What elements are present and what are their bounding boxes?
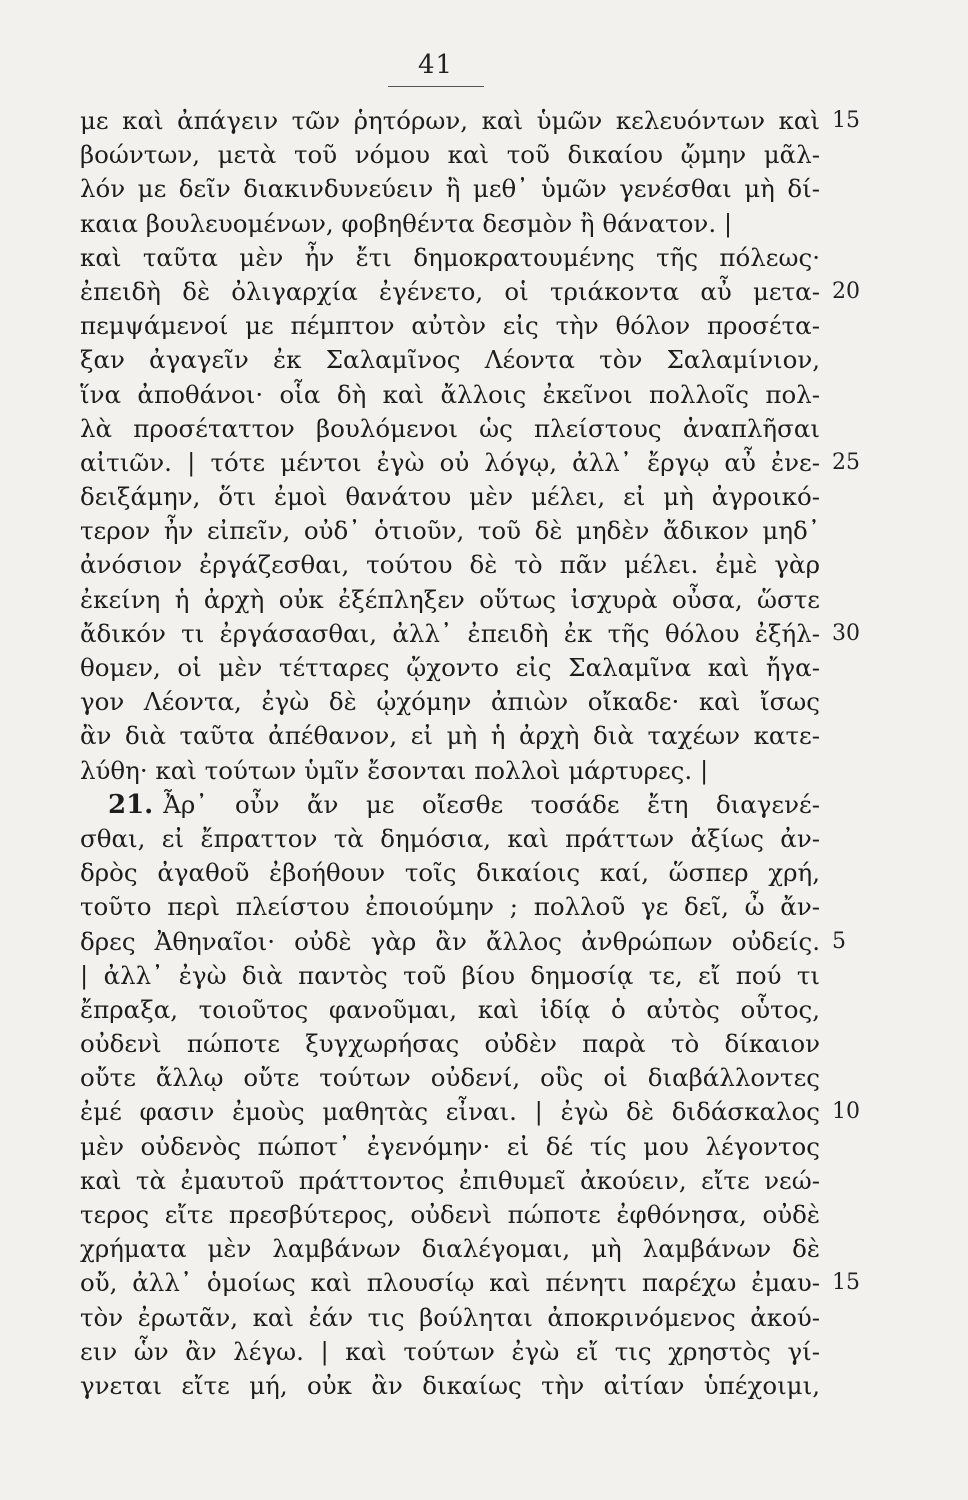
text-line <box>80 104 860 138</box>
line-text: ἂν διὰ ταῦτα ἀπέθανον, εἰ μὴ ἡ ἀρχὴ διὰ ταχέων κατε- <box>80 721 820 751</box>
line-text: βοώντων, μετὰ τοῦ νόμου καὶ τοῦ δικαίου ᾤμην μᾶλ- <box>80 140 820 170</box>
line-text: λύθη· καὶ τούτων ὑμῖν ἔσονται πολλοὶ μάρτυρες. | <box>80 755 709 785</box>
line-text: ἀνόσιον ἐργάζεσθαι, τούτου δὲ τὸ πᾶν μέλει. ἐμὲ γὰρ <box>80 550 820 580</box>
text-line <box>80 1266 860 1300</box>
line-text: γον Λέοντα, ἐγὼ δὲ ᾠχόμην ἀπιὼν οἴκαδε· καὶ ἴσως <box>80 687 820 717</box>
text-line <box>80 207 820 241</box>
text-line <box>80 309 820 343</box>
text-line <box>80 1232 820 1266</box>
text-line <box>80 548 820 582</box>
line-text: οὐδενὶ πώποτε ξυγχωρήσας οὐδὲν παρὰ τὸ δίκαιον <box>80 1029 820 1059</box>
line-text: τοῦτο περὶ πλείστου ἐποιούμην ; πολλοῦ γε δεῖ, ὦ ἄν- <box>80 892 820 922</box>
text-line <box>80 514 820 548</box>
text-line <box>80 890 820 924</box>
line-text: οὔτε ἄλλῳ οὔτε τούτων οὐδενί, οὓς οἱ διαβάλλοντες <box>80 1063 820 1093</box>
line-number: 15 <box>832 108 860 133</box>
line-text: | ἀλλ᾽ ἐγὼ διὰ παντὸς τοῦ βίου δημοσίᾳ τε, εἴ πού τι <box>80 960 820 990</box>
line-text: ἵνα ἀποθάνοι· οἷα δὴ καὶ ἄλλοις ἐκεῖνοι πολλοῖς πολ- <box>80 379 820 409</box>
line-number: 10 <box>832 1099 860 1125</box>
line-text: αἰτιῶν. | τότε μέντοι ἐγὼ οὐ λόγῳ, ἀλλ᾽ ἔργῳ αὖ ἐνε- <box>80 447 820 477</box>
line-text: ξαν ἀγαγεῖν ἐκ Σαλαμῖνος Λέοντα τὸν Σαλαμίνιον, <box>80 345 820 375</box>
section-number: 21. <box>108 789 154 820</box>
text-line <box>80 583 820 617</box>
line-text: σθαι, εἰ ἔπραττον τὰ δημόσια, καὶ πράττων ἀξίως ἀν- <box>80 823 820 853</box>
line-text: ἄδικόν τι ἐργάσασθαι, ἀλλ᾽ ἐπειδὴ ἐκ τῆς θόλου ἐξήλ- <box>80 618 820 648</box>
text-line <box>80 651 820 685</box>
text-line <box>80 754 820 788</box>
line-text: καὶ ταῦτα μὲν ἦν ἔτι δημοκρατουμένης τῆς πόλεως· <box>80 242 820 272</box>
page-number: 41 <box>418 50 454 80</box>
text-line <box>80 446 860 480</box>
text-line <box>80 378 820 412</box>
line-number: 5 <box>832 928 846 954</box>
text-line <box>80 343 820 377</box>
line-text: καὶ τὰ ἐμαυτοῦ πράττοντος ἐπιθυμεῖ ἀκούειν, εἴτε νεώ- <box>80 1165 820 1195</box>
line-text: δρὸς ἀγαθοῦ ἐβοήθουν τοῖς δικαίοις καί, ὥσπερ χρή, <box>80 858 820 888</box>
text-line <box>80 241 820 275</box>
line-text: με καὶ ἀπάγειν τῶν ῥητόρων, καὶ ὑμῶν κελευόντων καὶ <box>80 106 820 135</box>
text-line <box>80 959 820 993</box>
text-line <box>80 480 820 514</box>
line-text: ἐπειδὴ δὲ ὀλιγαρχία ἐγένετο, οἱ τριάκοντα αὖ μετα- <box>80 276 820 306</box>
line-text: πεμψάμενοί με πέμπτον αὐτὸν εἰς τὴν θόλον προσέτα- <box>80 311 820 341</box>
line-text: δειξάμην, ὅτι ἐμοὶ θανάτου μὲν μέλει, εἰ μὴ ἀγροικό- <box>80 482 820 512</box>
text-line <box>80 172 820 206</box>
line-text: οὔ, ἀλλ᾽ ὁμοίως καὶ πλουσίῳ καὶ πένητι παρέχω ἐμαυ- <box>80 1268 820 1298</box>
text-line <box>80 1095 860 1129</box>
line-text: γνεται εἴτε μή, οὐκ ἂν δικαίως τὴν αἰτίαν ὑπέχοιμι, <box>80 1370 820 1400</box>
line-text: ειν ὧν ἂν λέγω. | καὶ τούτων ἐγὼ εἴ τις χρηστὸς γί- <box>80 1336 820 1366</box>
text-line <box>80 1369 820 1403</box>
text-line <box>80 788 820 822</box>
line-text: μὲν οὐδενὸς πώποτ᾽ ἐγενόμην· εἰ δέ τίς μου λέγοντος <box>80 1131 820 1161</box>
line-text: ἔπραξα, τοιοῦτος φανοῦμαι, καὶ ἰδίᾳ ὁ αὐτὸς οὗτος, <box>80 994 820 1024</box>
text-line <box>80 275 860 309</box>
body-text <box>80 104 860 1403</box>
line-text: θομεν, οἱ μὲν τέτταρες ᾤχοντο εἰς Σαλαμῖνα καὶ ἤγα- <box>80 653 820 682</box>
line-text: τερον ἦν εἰπεῖν, οὐδ᾽ ὁτιοῦν, τοῦ δὲ μηδὲν ἄδικον μηδ᾽ <box>80 516 820 546</box>
line-number: 30 <box>832 620 860 646</box>
line-text: δρες Ἀθηναῖοι· οὐδὲ γὰρ ἂν ἄλλος ἀνθρώπων οὐδείς. <box>80 926 820 956</box>
text-line <box>80 1130 820 1164</box>
line-text: τερος εἴτε πρεσβύτερος, οὐδενὶ πώποτε ἐφθόνησα, οὐδὲ <box>80 1200 820 1229</box>
text-line <box>80 1027 820 1061</box>
text-line <box>80 925 846 959</box>
line-text: τὸν ἐρωτᾶν, καὶ ἐάν τις βούληται ἀποκρινόμενος ἀκού- <box>80 1302 820 1332</box>
text-line <box>80 1335 820 1369</box>
line-text: λὰ προσέταττον βουλόμενοι ὡς πλείστους ἀναπλῆσαι <box>80 413 820 443</box>
text-line <box>80 138 820 172</box>
text-line <box>80 1164 820 1198</box>
text-line <box>80 719 820 753</box>
page-number-rule <box>388 86 484 87</box>
line-number: 20 <box>832 278 860 304</box>
text-line <box>80 617 860 651</box>
line-number: 15 <box>832 1270 860 1296</box>
text-line <box>80 993 820 1027</box>
text-line <box>80 1198 820 1232</box>
line-text: χρήματα μὲν λαμβάνων διαλέγομαι, μὴ λαμβάνων δὲ <box>80 1234 820 1264</box>
line-text: Ἆρ᾽ οὖν ἄν με οἴεσθε τοσάδε ἔτη διαγενέ- <box>163 789 820 819</box>
text-line <box>80 685 820 719</box>
line-text: ἐμέ φασιν ἐμοὺς μαθητὰς εἶναι. | ἐγὼ δὲ διδάσκαλος <box>80 1097 820 1127</box>
text-line <box>80 856 820 890</box>
text-line <box>80 412 820 446</box>
line-number: 25 <box>832 449 860 475</box>
text-line <box>80 822 820 856</box>
text-line <box>80 1301 820 1335</box>
line-text: ἐκείνη ἡ ἀρχὴ οὐκ ἐξέπληξεν οὕτως ἰσχυρὰ οὖσα, ὥστε <box>80 584 820 614</box>
text-line <box>80 1061 820 1095</box>
line-text: καια βουλευομένων, φοβηθέντα δεσμὸν ἢ θάνατον. | <box>80 208 733 238</box>
line-text: λόν με δεῖν διακινδυνεύειν ἢ μεθ᾽ ὑμῶν γενέσθαι μὴ δί- <box>80 174 820 204</box>
